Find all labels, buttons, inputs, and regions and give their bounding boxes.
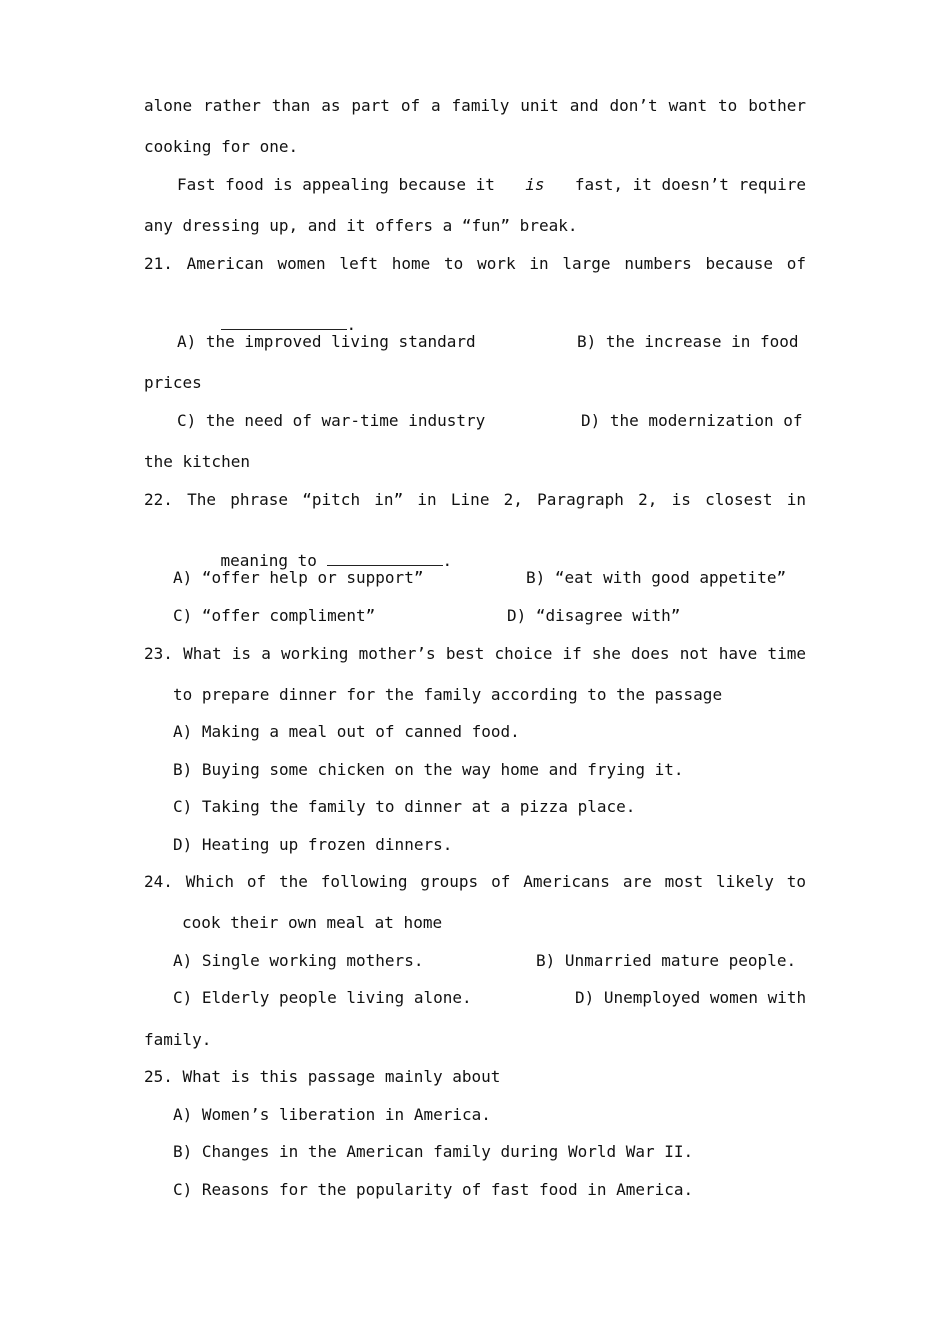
question-22-option-a: A) “offer help or support” xyxy=(173,568,424,587)
question-22-period: . xyxy=(442,551,453,570)
question-24-stem-cont: cook their own meal at home xyxy=(182,913,443,932)
question-23-option-c: C) Taking the family to dinner at a pizza place. xyxy=(173,797,636,816)
passage-emphasis: is xyxy=(525,175,545,194)
question-21-option-a: A) the improved living standard xyxy=(177,332,476,351)
question-21-stem: 21. American women left home to work in large numbers because of xyxy=(144,254,806,273)
question-25-option-b: B) Changes in the American family during World War II. xyxy=(173,1142,694,1161)
passage-line-1: alone rather than as part of a family unit and don’t want to bother xyxy=(144,96,806,115)
passage-paragraph-start xyxy=(177,175,806,195)
question-23-option-a: A) Making a meal out of canned food. xyxy=(173,722,520,741)
question-24-stem: 24. Which of the following groups of Americans are most likely to xyxy=(144,872,806,891)
question-22-option-c: C) “offer compliment” xyxy=(173,606,376,625)
question-23-stem-cont: to prepare dinner for the family according to the passage xyxy=(173,685,723,704)
question-22-option-b: B) “eat with good appetite” xyxy=(526,568,787,587)
question-21-option-d: D) the modernization of xyxy=(581,411,803,430)
passage-text: fast, it doesn’t require xyxy=(574,175,806,194)
question-25-option-c: C) Reasons for the popularity of fast food in America. xyxy=(173,1180,694,1199)
question-24-option-d-cont: family. xyxy=(144,1030,212,1049)
question-21-option-d-cont: the kitchen xyxy=(144,452,250,471)
question-23-option-d: D) Heating up frozen dinners. xyxy=(173,835,453,854)
question-23-option-b: B) Buying some chicken on the way home and frying it. xyxy=(173,760,684,779)
question-22-stem-text: meaning to xyxy=(220,551,317,570)
question-21-option-c: C) the need of war-time industry xyxy=(177,411,486,430)
question-23-stem: 23. What is a working mother’s best choice if she does not have time xyxy=(144,644,806,663)
passage-line-2: cooking for one. xyxy=(144,137,299,156)
question-21-period: . xyxy=(346,315,357,334)
question-21-option-b-cont: prices xyxy=(144,373,202,392)
question-24-option-a: A) Single working mothers. xyxy=(173,951,424,970)
question-25-option-a: A) Women’s liberation in America. xyxy=(173,1105,491,1124)
question-24-option-d: D) Unemployed women with xyxy=(575,988,807,1007)
passage-text: Fast food is appealing because it xyxy=(177,175,495,194)
question-24-option-c: C) Elderly people living alone. xyxy=(173,988,472,1007)
question-22-stem: 22. The phrase “pitch in” in Line 2, Paragraph 2, is closest in xyxy=(144,490,806,509)
question-22-option-d: D) “disagree with” xyxy=(507,606,681,625)
answer-blank xyxy=(221,315,347,330)
answer-blank xyxy=(327,551,443,566)
passage-line-4: any dressing up, and it offers a “fun” break. xyxy=(144,216,578,235)
question-21-option-b: B) the increase in food xyxy=(577,332,799,351)
question-24-option-b: B) Unmarried mature people. xyxy=(536,951,797,970)
question-25-stem: 25. What is this passage mainly about xyxy=(144,1067,501,1086)
